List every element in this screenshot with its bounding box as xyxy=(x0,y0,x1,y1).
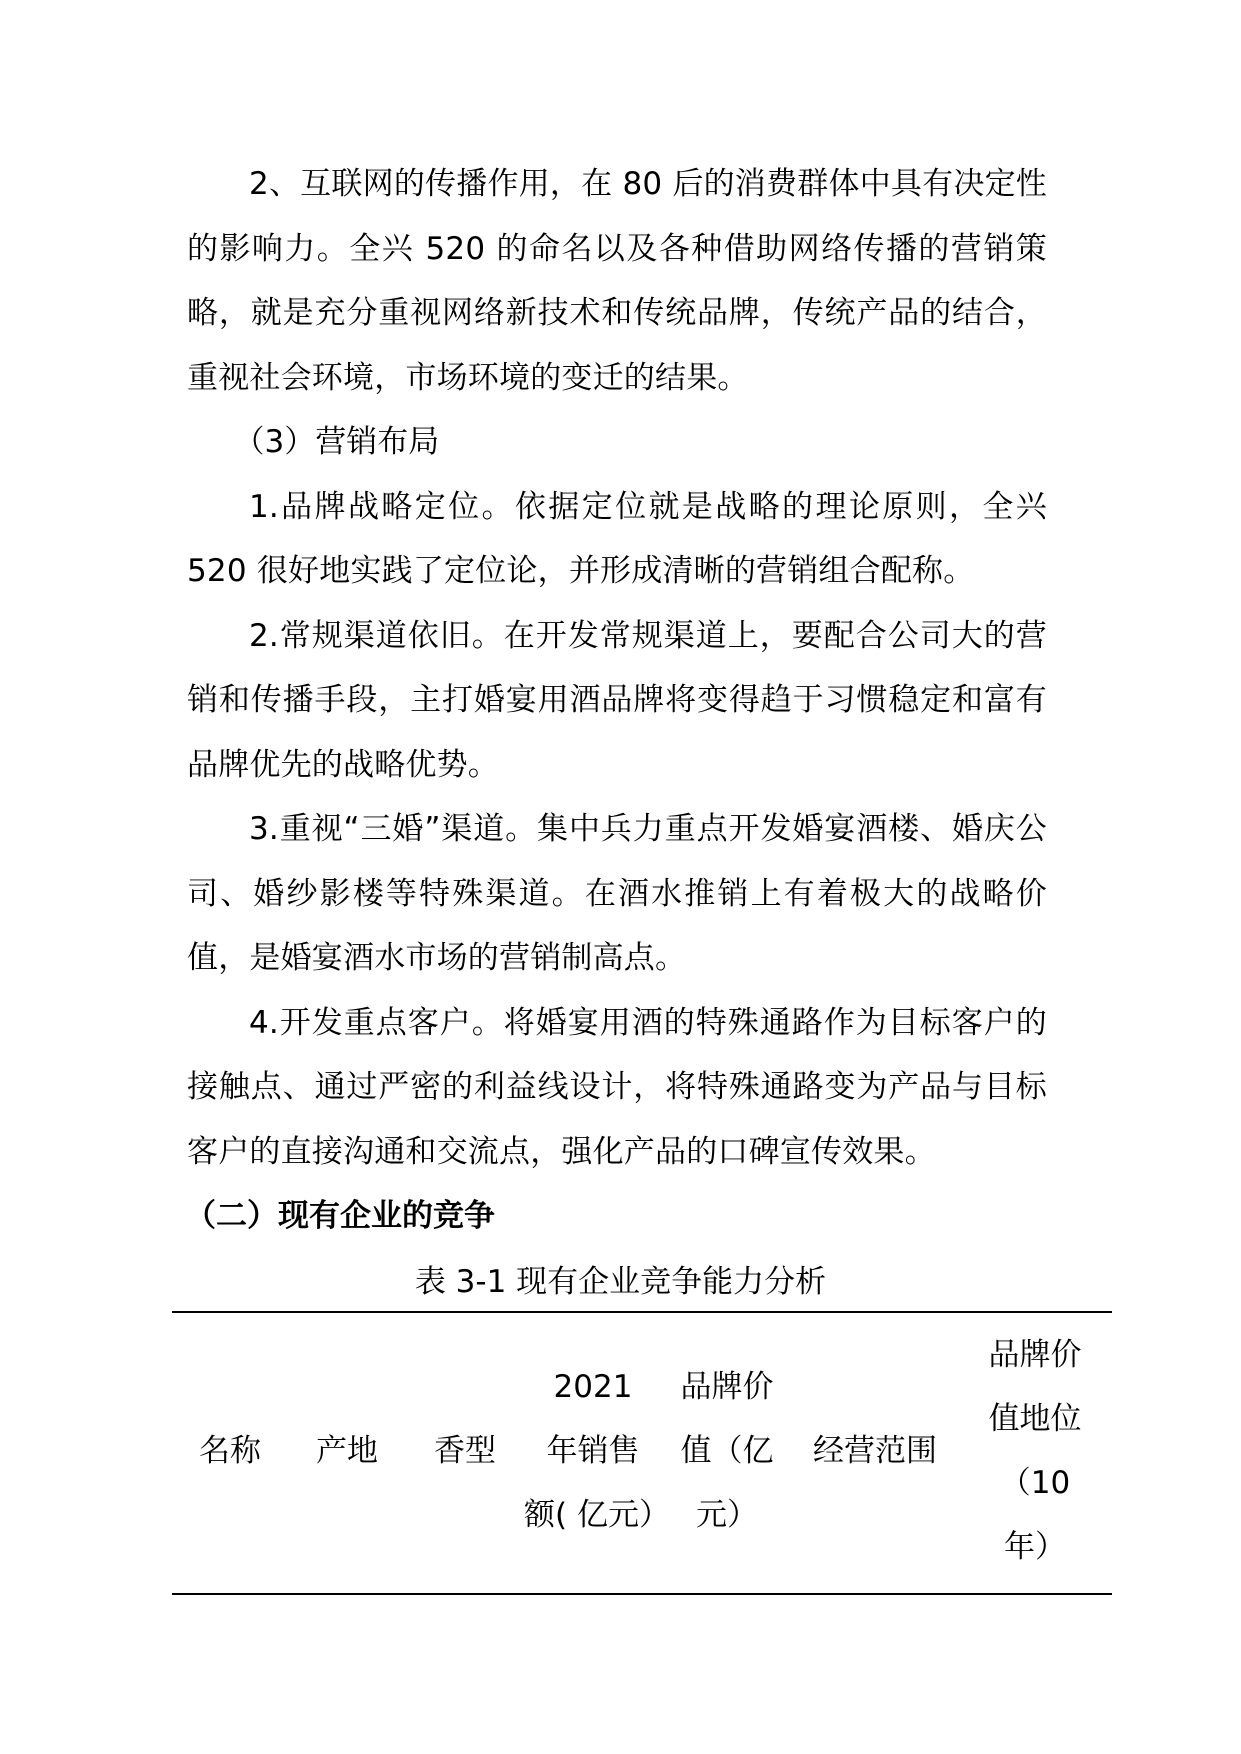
header-brand-rank-label xyxy=(989,1323,1082,1579)
header-brand-value-line3: 元） xyxy=(696,1497,758,1533)
header-aroma-label: 香型 xyxy=(434,1433,496,1469)
header-sales xyxy=(524,1312,670,1594)
header-scope-label: 经营范围 xyxy=(813,1433,937,1469)
paragraph-key-customers: 4.开发重点客户。将婚宴用酒的特殊通路作为目标客户的接触点、通过严密的利益线设计，将特殊通路变为产品与目标客户的直接沟通和交流点，强化产品的口碑宣传效果。 xyxy=(187,1004,1047,1170)
table-header-row xyxy=(172,1312,1112,1594)
header-brand-value-line2: 值（亿 xyxy=(680,1433,774,1469)
header-brand-value-line1: 品牌价 xyxy=(680,1369,774,1405)
header-origin-label: 产地 xyxy=(316,1433,378,1469)
header-sales-line2: 年销售 xyxy=(546,1433,640,1469)
header-brand-rank-line3: （10 xyxy=(999,1465,1071,1501)
header-name xyxy=(172,1312,288,1594)
header-brand-rank-line1: 品牌价 xyxy=(988,1337,1082,1373)
header-brand-rank-line2: 值地位 xyxy=(988,1401,1082,1437)
header-sales-line3: 额( 亿元） xyxy=(524,1497,670,1533)
body-text xyxy=(187,152,1047,1249)
header-brand-rank-line4: 年） xyxy=(1004,1529,1066,1565)
competition-table-wrap xyxy=(172,1311,1112,1595)
subheading-marketing-layout: （3）营销布局 xyxy=(233,424,440,460)
header-name-label: 名称 xyxy=(199,1433,261,1469)
header-sales-label xyxy=(524,1355,670,1547)
header-origin xyxy=(288,1312,406,1594)
section-heading: （二）现有企业的竞争 xyxy=(185,1198,495,1234)
competition-table xyxy=(172,1311,1112,1595)
table-caption: 表 3-1 现有企业竞争能力分析 xyxy=(414,1264,827,1300)
header-brand-value xyxy=(662,1312,792,1594)
header-scope xyxy=(792,1312,958,1594)
paragraph-internet-influence: 2、互联网的传播作用，在 80 后的消费群体中具有决定性的影响力。全兴 520 的命名以及各种借助网络传播的营销策略，就是充分重视网络新技术和传统品牌，传统产品的结合，重视社会环境，市场环境的变迁的结果。 xyxy=(187,166,1047,396)
paragraph-regular-channels: 2.常规渠道依旧。在开发常规渠道上，要配合公司大的营销和传播手段，主打婚宴用酒品牌将变得趋于习惯稳定和富有品牌优先的战略优势。 xyxy=(187,617,1047,783)
header-brand-value-label xyxy=(681,1355,774,1547)
paragraph-wedding-channels: 3.重视“三婚”渠道。集中兵力重点开发婚宴酒楼、婚庆公司、婚纱影楼等特殊渠道。在酒水推销上有着极大的战略价值，是婚宴酒水市场的营销制高点。 xyxy=(187,811,1047,976)
header-aroma xyxy=(406,1312,524,1594)
header-sales-line1: 2021 xyxy=(553,1369,633,1405)
paragraph-brand-positioning: 1.品牌战略定位。依据定位就是战略的理论原则，全兴 520 很好地实践了定位论，并形成清晰的营销组合配称。 xyxy=(187,488,1047,589)
header-brand-rank xyxy=(958,1312,1112,1594)
